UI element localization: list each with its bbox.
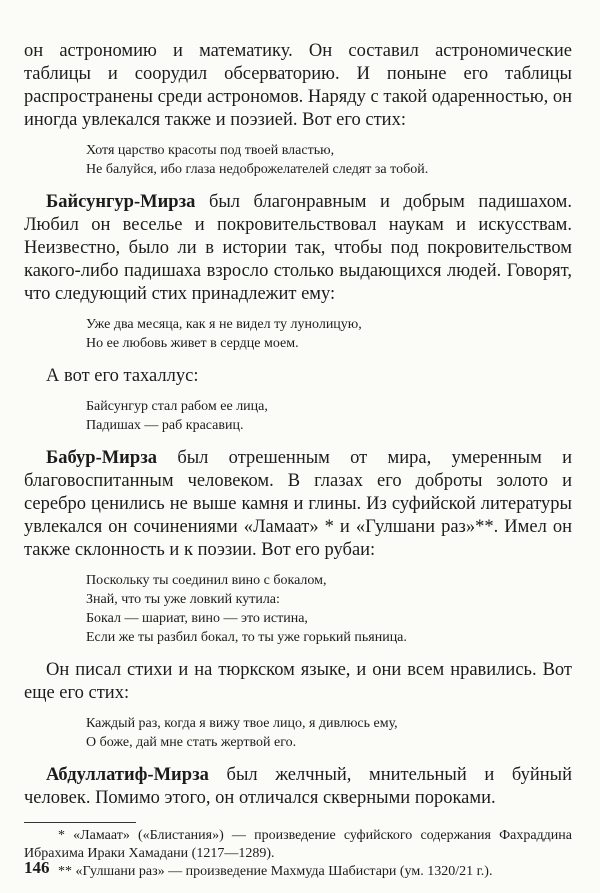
text-column <box>24 40 572 881</box>
page-number: 146 <box>24 858 50 877</box>
paragraph-astronomy: он астрономию и математику. Он составил астрономические таблицы и соорудил обсерваторию. И поныне его таблицы распространены среди астрономов. Наряду с такой одаренностью, он иногда увлекался также и поэзией. Вот его стих: <box>24 41 572 130</box>
verse-line: Падишах — раб красавиц. <box>86 418 244 433</box>
verse-3 <box>86 397 572 435</box>
verse-line: Если же ты разбил бокал, то ты уже горький пьяница. <box>86 630 407 645</box>
verse-line: Бокал — шариат, вино — это истина, <box>86 611 308 626</box>
verse-2 <box>86 315 572 353</box>
paragraph-text: был благонравным и добрым падишахом. Любил он веселье и покровительствовал наукам и искусствам. Неизвестно, было ли в истории так, чтобы под покровительством какого-либо падишаха взросло столько выдающихся людей. Говорят, что следующий стих принадлежит ему: <box>24 192 572 304</box>
paragraph-takhallus: А вот его тахаллус: <box>46 366 199 386</box>
footnote-divider <box>24 822 136 823</box>
verse-1 <box>86 141 572 179</box>
person-name: Байсунгур-Мирза <box>46 192 196 212</box>
paragraph-babur <box>24 447 572 562</box>
verse-line: Знай, что ты уже ловкий кутила: <box>86 592 280 607</box>
verse-line: Хотя царство красоты под твоей властью, <box>86 143 335 158</box>
person-name: Абдуллатиф-Мирза <box>46 765 209 785</box>
paragraph-baysungur <box>24 191 572 306</box>
verse-4 <box>86 571 572 647</box>
verse-line: Поскольку ты соединил вино с бокалом, <box>86 573 327 588</box>
paragraph-text: был отрешенным от мира, умеренным и благовоспитанным человеком. В глазах его доброты золото и серебро ценились не выше камня и глины. Из суфийской литературы увлекался он сочинениями «Ламаат» * и «Гулшани раз»**. Имел он также склонность и к поэзии. Вот его рубаи: <box>24 448 572 560</box>
footnote-1: * «Ламаат» («Блистания») — произведение суфийского содержания Фахраддина Ибрахима Ираки Хамадани (1217—1289). <box>24 828 572 861</box>
paragraph-abdullatif <box>24 764 572 810</box>
footnote-2: ** «Гулшани раз» — произведение Махмуда Шабистари (ум. 1320/21 г.). <box>58 864 493 879</box>
paragraph-text: был желчный, мнительный и буйный человек. Помимо этого, он отличался скверными пороками. <box>24 765 572 808</box>
person-name: Бабур-Мирза <box>46 448 158 468</box>
verse-line: Уже два месяца, как я не видел ту лунолицую, <box>86 317 362 332</box>
verse-line: Каждый раз, когда я вижу твое лицо, я дивлюсь ему, <box>86 716 398 731</box>
verse-line: О боже, дай мне стать жертвой его. <box>86 735 297 750</box>
verse-line: Байсунгур стал рабом ее лица, <box>86 399 268 414</box>
verse-line: Но ее любовь живет в сердце моем. <box>86 336 299 351</box>
paragraph-turkic: Он писал стихи и на тюркском языке, и они всем нравились. Вот еще его стих: <box>24 660 572 703</box>
verse-5 <box>86 714 572 752</box>
verse-line: Не балуйся, ибо глаза недоброжелателей следят за тобой. <box>86 162 429 177</box>
